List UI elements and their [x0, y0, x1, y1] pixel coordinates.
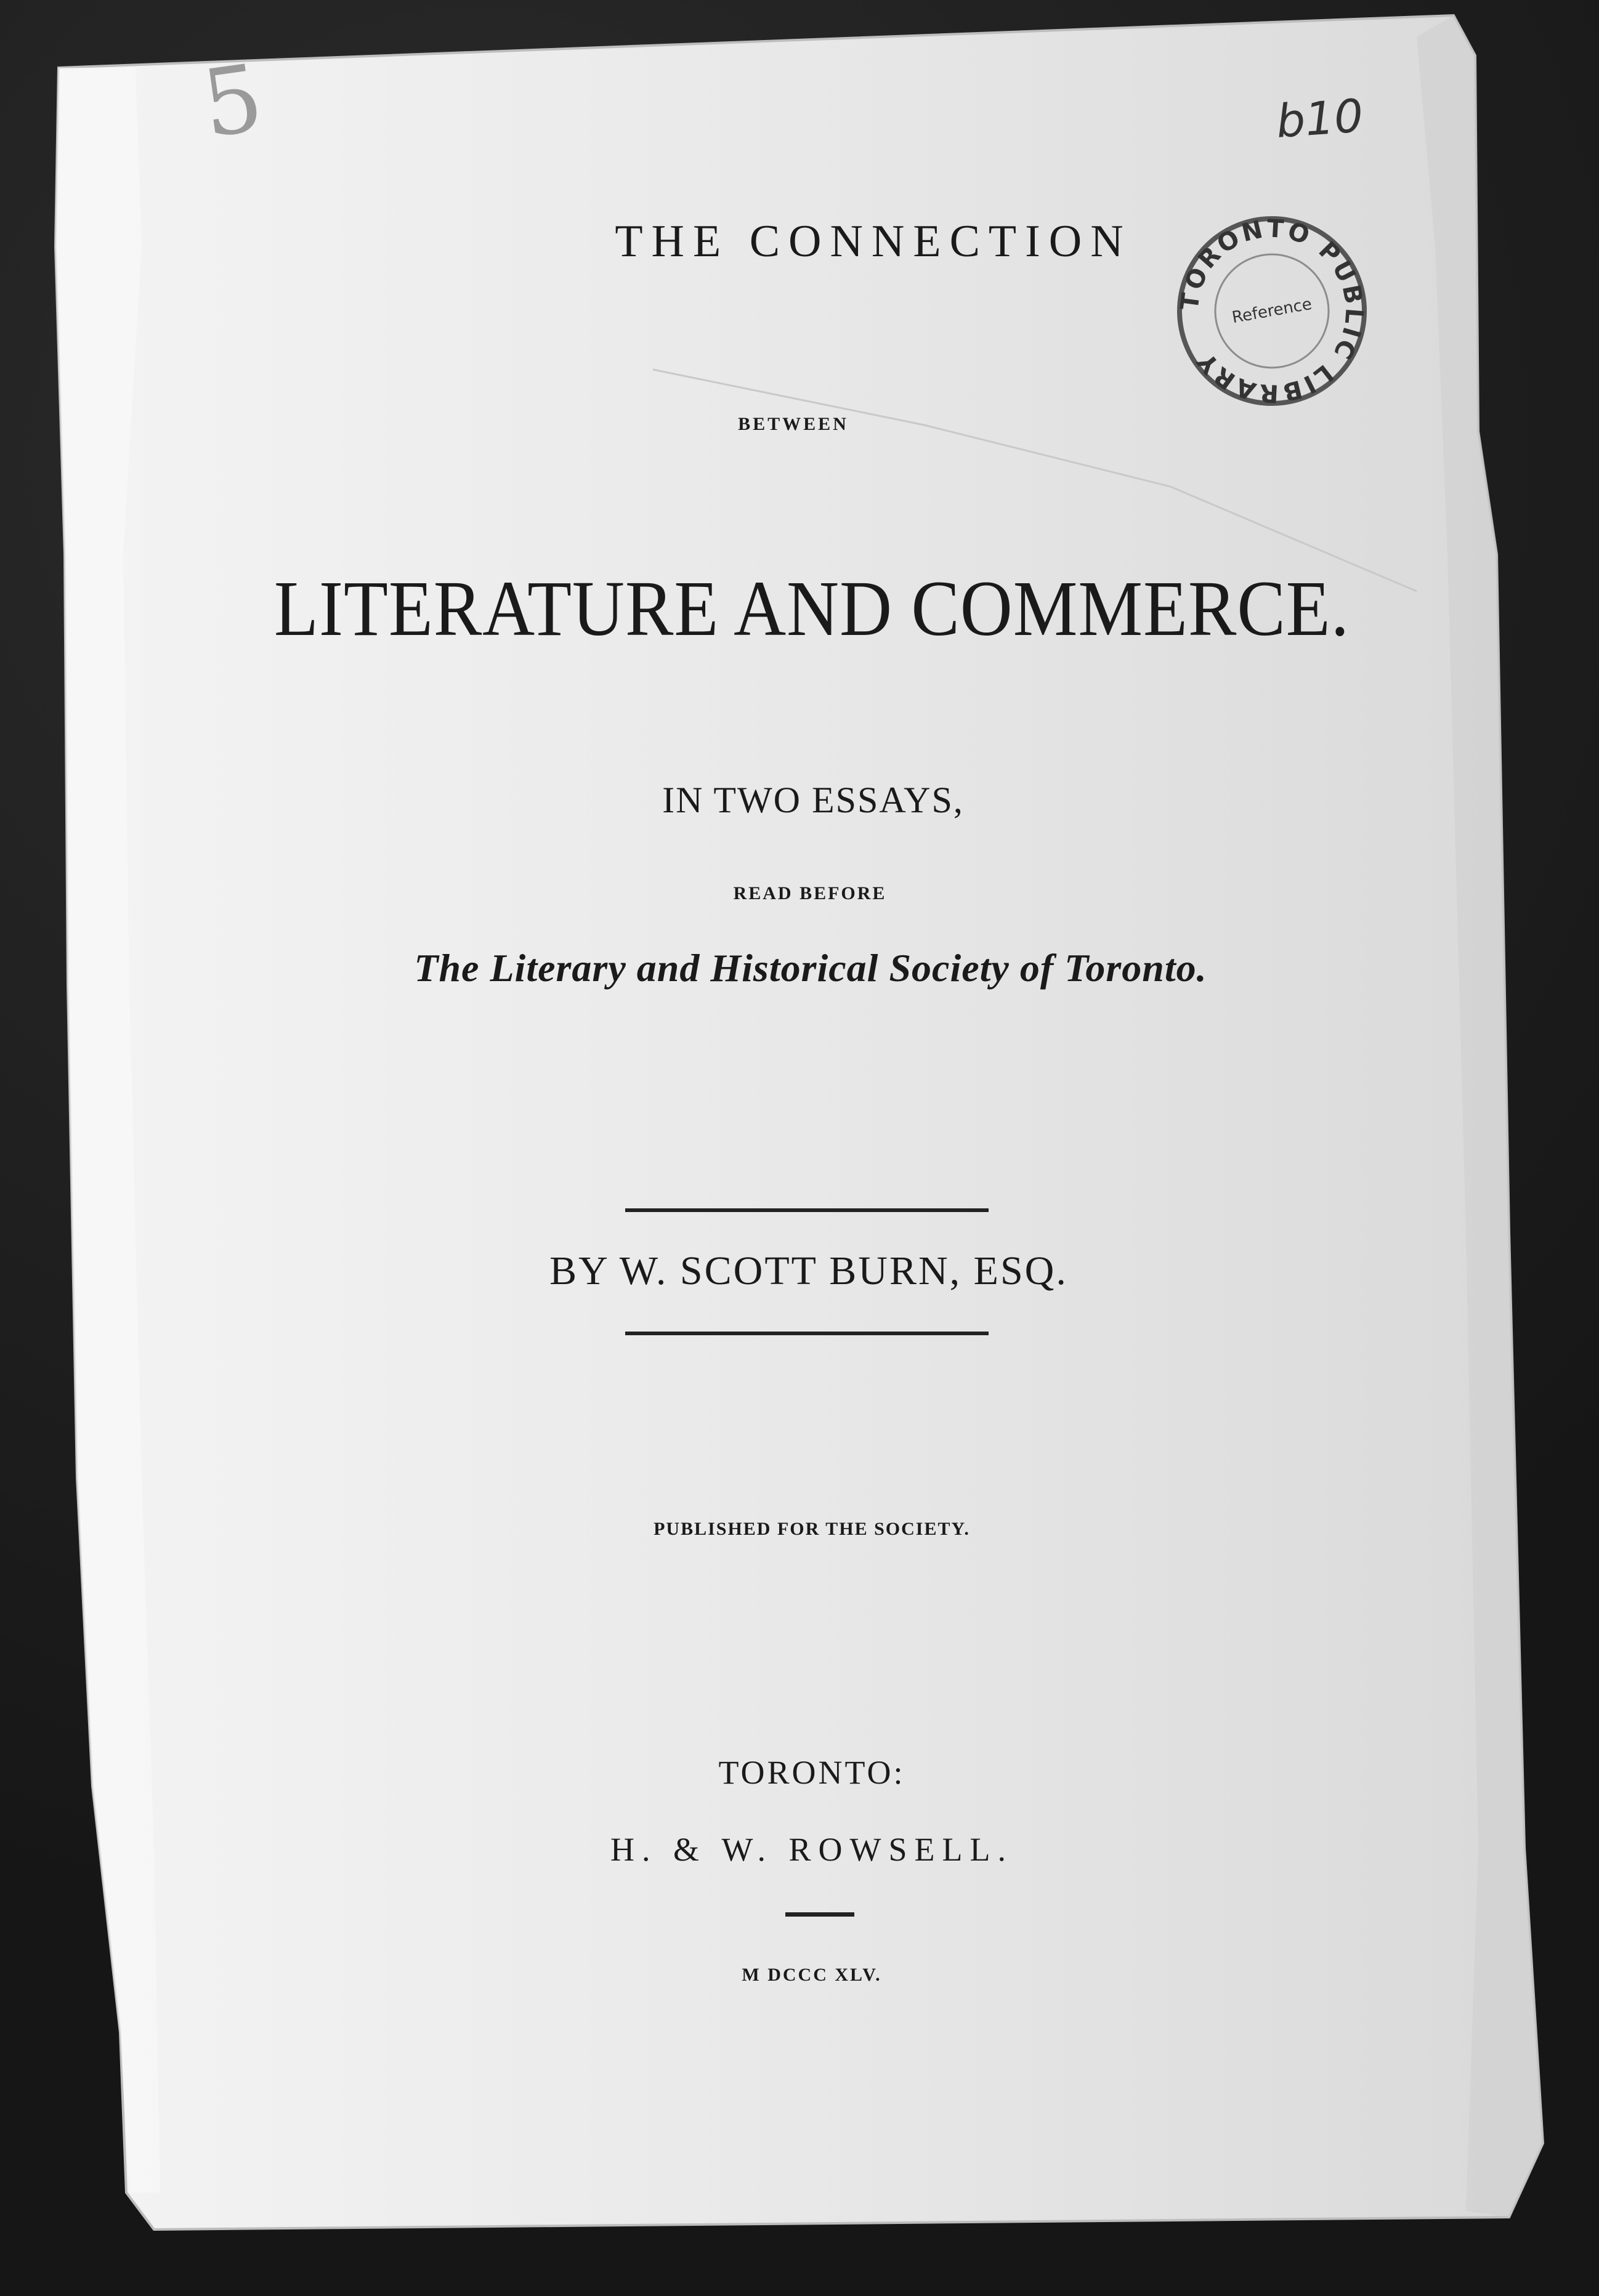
subtitle: IN TWO ESSAYS,: [662, 780, 964, 820]
pencil-number: 5: [196, 44, 270, 159]
title-line-1: THE CONNECTION: [615, 216, 1132, 267]
shelfmark: b10: [1274, 89, 1365, 148]
title-line-2: BETWEEN: [738, 414, 849, 434]
author-rule-bottom: [625, 1332, 989, 1335]
imprint-year: M DCCC XLV.: [742, 1965, 882, 1985]
read-before: READ BEFORE: [733, 883, 887, 903]
main-title: LITERATURE AND COMMERCE.: [274, 565, 1350, 652]
imprint-rule: [785, 1912, 854, 1917]
society-name: The Literary and Historical Society of Toronto.: [414, 946, 1207, 990]
author-line: BY W. SCOTT BURN, ESQ.: [549, 1248, 1068, 1293]
imprint-publisher: H. & W. ROWSELL.: [610, 1831, 1013, 1868]
stamp-ring-text: TORONTO PUBLIC LIBRARY: [1175, 214, 1369, 408]
imprint-city: TORONTO:: [718, 1754, 905, 1791]
author-rule-top: [625, 1208, 989, 1212]
published-for: PUBLISHED FOR THE SOCIETY.: [654, 1519, 970, 1539]
stamp-label: Reference: [1230, 294, 1314, 328]
